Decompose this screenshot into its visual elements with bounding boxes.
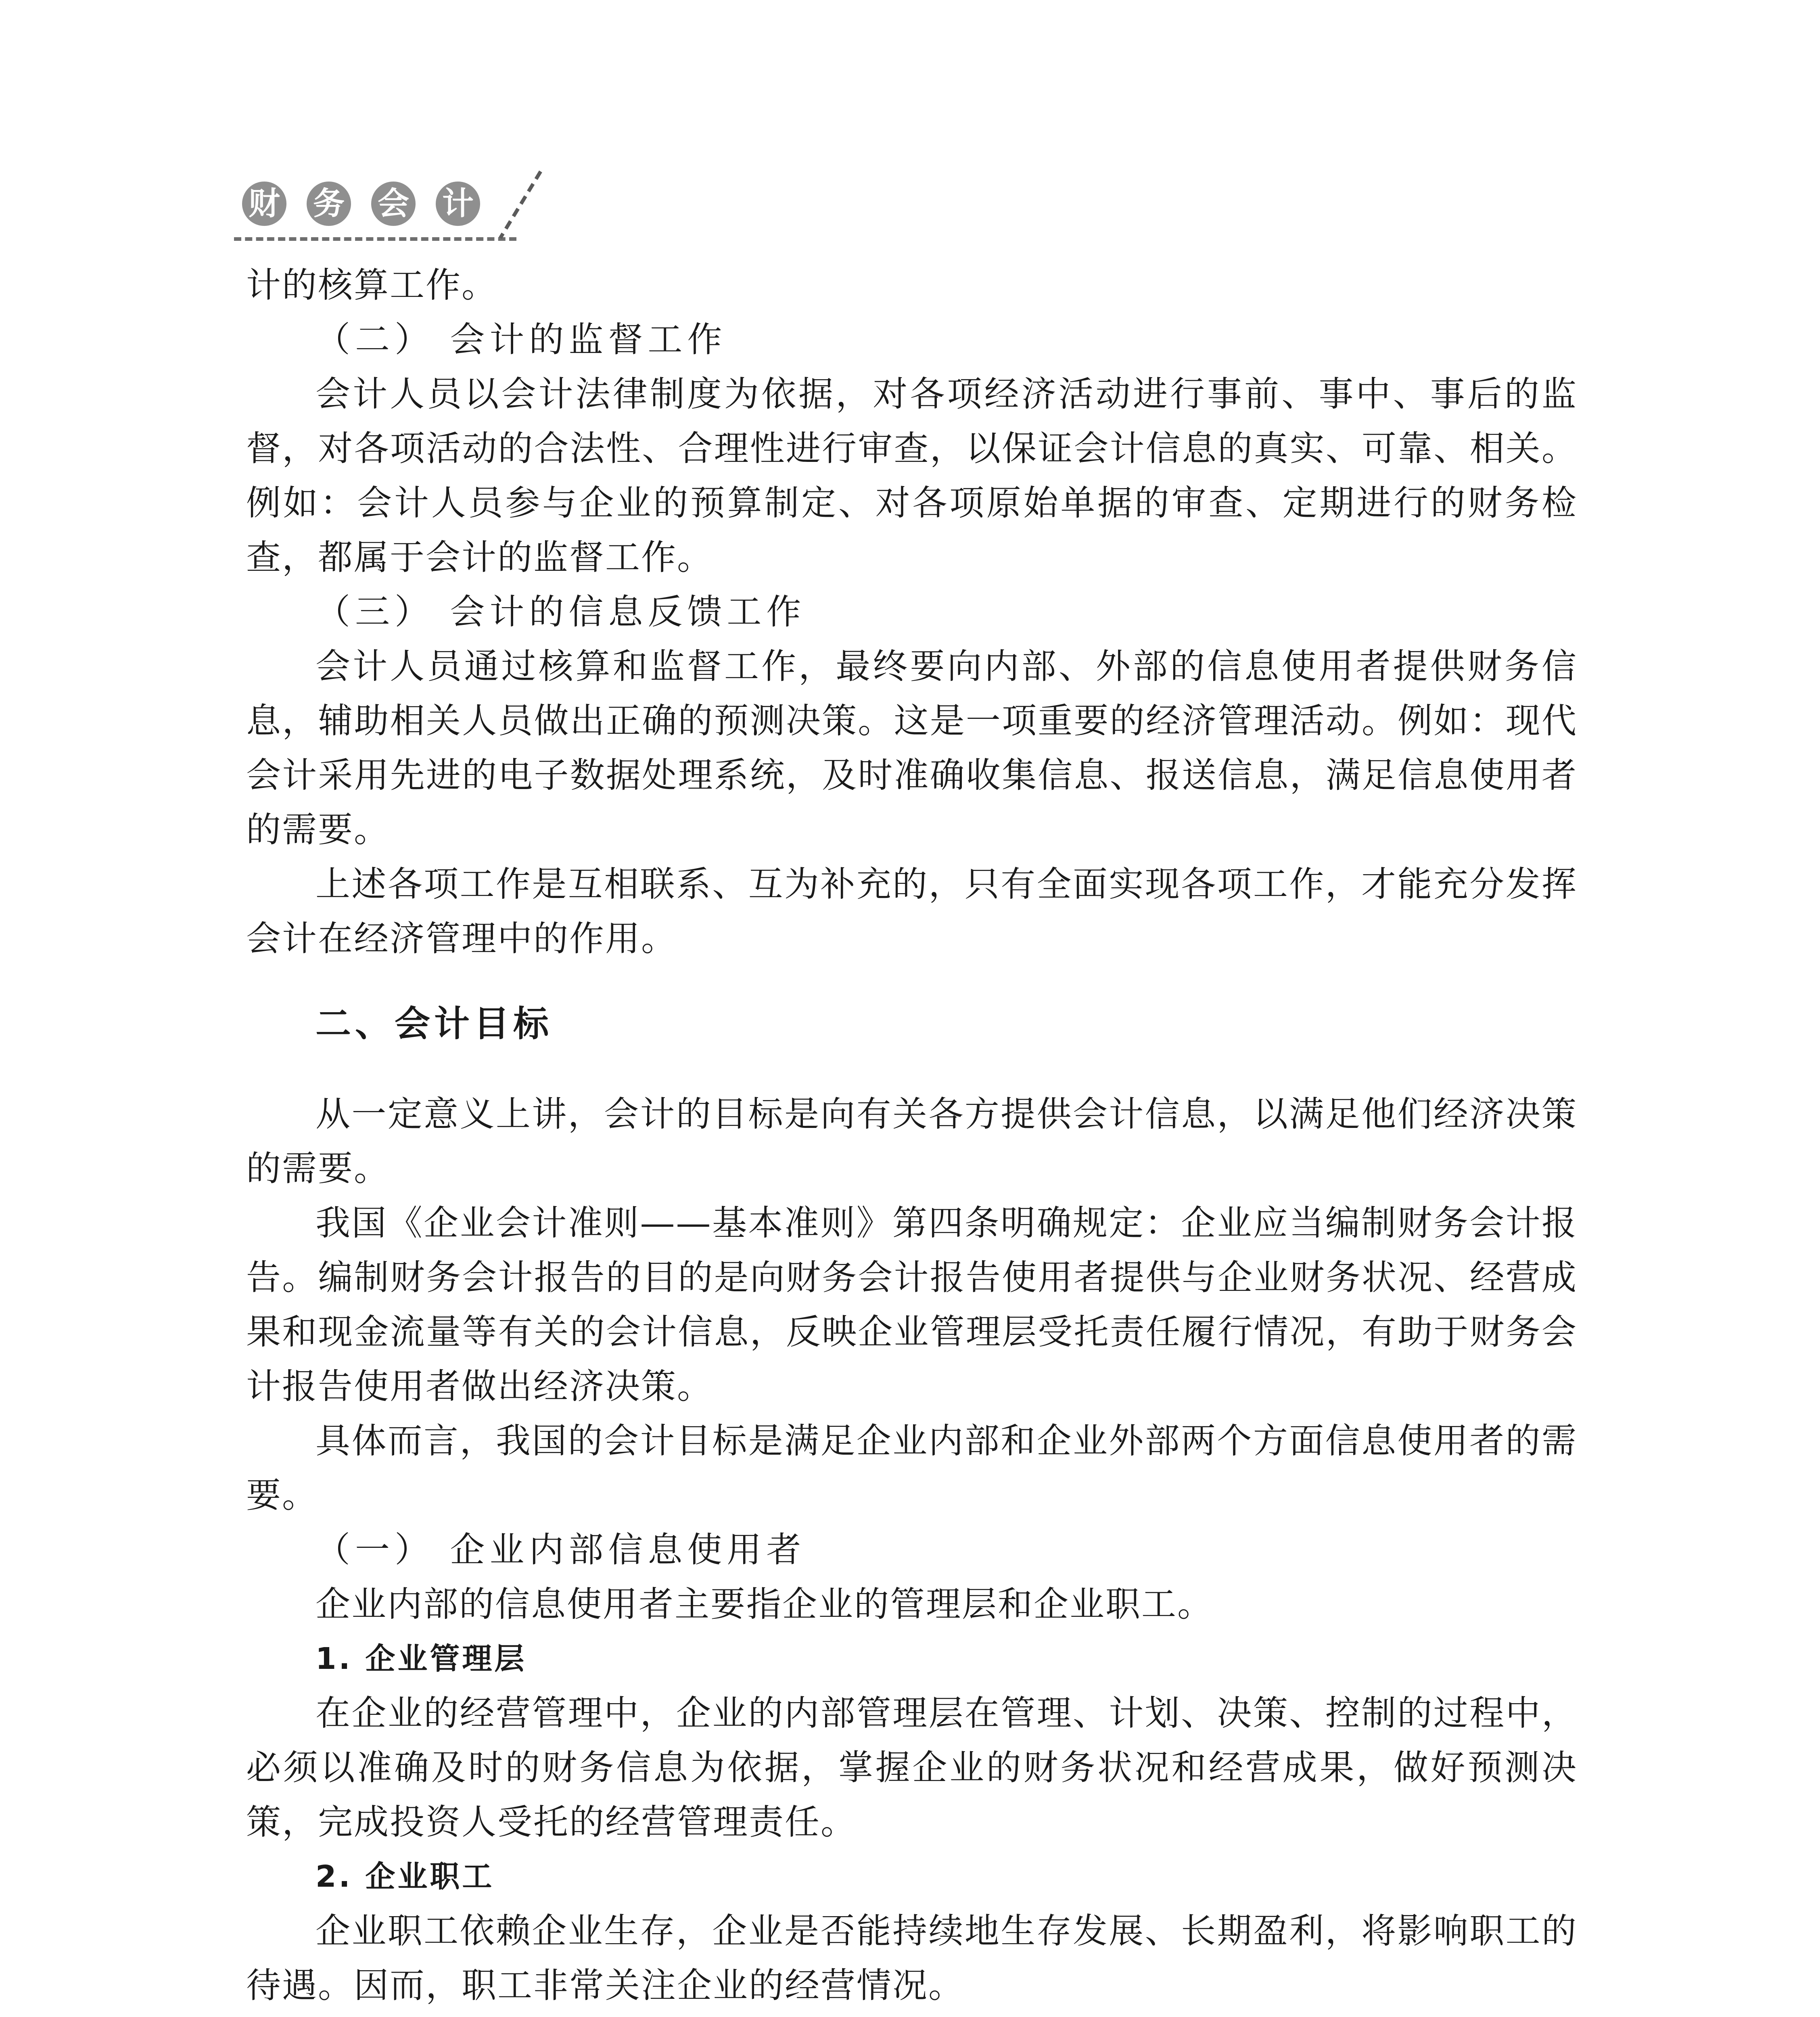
- paragraph: 我国《企业会计准则——基本准则》第四条明确规定：企业应当编制财务会计报告。编制财务会计报告的目的是向财务会计报告使用者提供与企业财务状况、经营成果和现金流量等有关的会计信息，反映企业管理层受托责任履行情况，有助于财务会计报告使用者做出经济决策。: [246, 1203, 1578, 1407]
- header-title-char: 会: [371, 182, 416, 226]
- paragraph: 企业内部的信息使用者主要指企业的管理层和企业职工。: [316, 1584, 1213, 1624]
- subsection-heading: [246, 2013, 1578, 2017]
- item-heading: 1. 企业管理层: [316, 1641, 527, 1676]
- paragraph: 具体而言，我国的会计目标是满足企业内部和企业外部两个方面信息使用者的需要。: [246, 1421, 1578, 1516]
- header-title: [242, 182, 480, 226]
- body-text: [246, 258, 1578, 2017]
- header-dashed-underline: [234, 237, 516, 241]
- header-slash-decoration: [492, 169, 549, 242]
- section-heading: 二、会计目标: [316, 1003, 553, 1044]
- item-heading: 2. 企业职工: [316, 1859, 495, 1894]
- header-title-char: 财: [242, 182, 286, 226]
- paragraph: 会计人员通过核算和监督工作，最终要向内部、外部的信息使用者提供财务信息，辅助相关人员做出正确的预测决策。这是一项重要的经济管理活动。例如：现代会计采用先进的电子数据处理系统，及时准确收集信息、报送信息，满足信息使用者的需要。: [246, 646, 1578, 850]
- header-title-char: 计: [436, 182, 480, 226]
- header-title-char: 务: [307, 182, 351, 226]
- paragraph: 企业职工依赖企业生存，企业是否能持续地生存发展、长期盈利，将影响职工的待遇。因而，职工非常关注企业的经营情况。: [246, 1911, 1578, 2006]
- paragraph: 在企业的经营管理中，企业的内部管理层在管理、计划、决策、控制的过程中，必须以准确及时的财务信息为依据，掌握企业的财务状况和经营成果，做好预测决策，完成投资人受托的经营管理责任。: [246, 1693, 1578, 1842]
- subsection-heading: （一） 企业内部信息使用者: [316, 1530, 806, 1570]
- paragraph: 上述各项工作是互相联系、互为补充的，只有全面实现各项工作，才能充分发挥会计在经济管理中的作用。: [246, 864, 1578, 959]
- subsection-heading: （二） 会计的监督工作: [316, 319, 727, 360]
- paragraph: 从一定意义上讲，会计的目标是向有关各方提供会计信息，以满足他们经济决策的需要。: [246, 1094, 1578, 1189]
- paragraph: 计的核算工作。: [246, 265, 497, 305]
- subsection-heading: （三） 会计的信息反馈工作: [316, 592, 806, 632]
- paragraph: 会计人员以会计法律制度为依据，对各项经济活动进行事前、事中、事后的监督，对各项活动的合法性、合理性进行审查，以保证会计信息的真实、可靠、相关。例如：会计人员参与企业的预算制定、对各项原始单据的审查、定期进行的财务检查，都属于会计的监督工作。: [246, 374, 1578, 578]
